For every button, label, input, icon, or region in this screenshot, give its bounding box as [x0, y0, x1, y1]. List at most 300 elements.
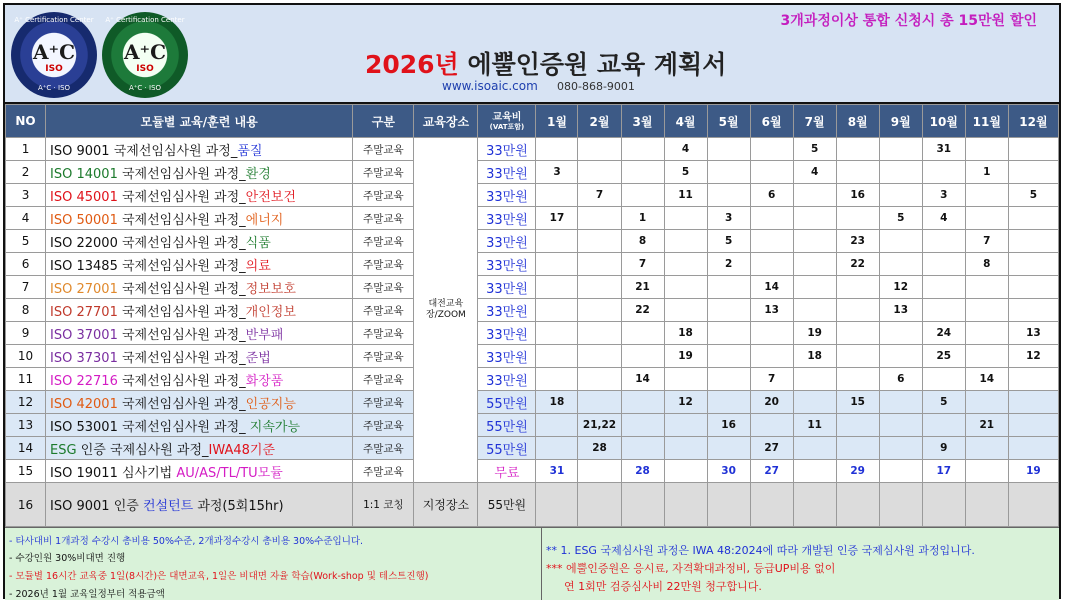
month-date-cell: [578, 276, 621, 299]
month-date-cell: [793, 253, 836, 276]
course-type: 주말교육: [353, 207, 414, 230]
course-title: ISO 9001 인증: [50, 499, 143, 514]
month-date-cell: [793, 207, 836, 230]
discount-promo: 3개과정이상 통합 신청시 총 15만원 할인: [780, 13, 1037, 29]
month-date-cell: [536, 230, 578, 253]
month-date-cell: [578, 299, 621, 322]
phone-number: 080-868-9001: [557, 80, 635, 93]
month-date-cell: 17: [922, 460, 965, 483]
month-date-cell: 7: [621, 253, 664, 276]
logo-mark: A⁺C: [33, 40, 75, 64]
month-date-cell: 13: [750, 299, 793, 322]
course-suffix: AU/AS/TL/TU모듈: [176, 465, 283, 481]
month-date-cell: [750, 230, 793, 253]
schedule-table: [5, 104, 1059, 527]
course-name: [46, 299, 353, 322]
course-standard: ISO 53001: [50, 419, 118, 435]
education-location: 지정장소: [414, 483, 478, 527]
month-date-cell: 24: [922, 322, 965, 345]
footer-note: - 모듈별 16시간 교육중 1일(8시간)은 대면교육, 1일은 비대면 자율 학습(Work-shop 및 테스트진행): [9, 571, 429, 582]
course-price: 55만원: [478, 437, 536, 460]
month-date-cell: 19: [664, 345, 707, 368]
row-no: 16: [6, 483, 46, 527]
month-date-cell: [879, 483, 922, 527]
month-date-cell: 25: [922, 345, 965, 368]
month-date-cell: 12: [1008, 345, 1058, 368]
month-date-cell: [965, 322, 1008, 345]
row-no: 3: [6, 184, 46, 207]
month-date-cell: [793, 391, 836, 414]
month-date-cell: [879, 414, 922, 437]
month-date-cell: 31: [922, 138, 965, 161]
month-date-cell: 4: [793, 161, 836, 184]
month-date-cell: 6: [750, 184, 793, 207]
col-fee-label: 교육비: [492, 111, 522, 123]
course-name: [46, 322, 353, 345]
month-date-cell: 5: [664, 161, 707, 184]
course-price: 33만원: [478, 207, 536, 230]
month-date-cell: [879, 322, 922, 345]
month-date-cell: 1: [621, 207, 664, 230]
month-date-cell: [836, 414, 879, 437]
col-course: 모듈별 교육/훈련 내용: [46, 105, 353, 138]
course-name: [46, 253, 353, 276]
table-row: [6, 276, 1059, 299]
title-year: 2026년: [365, 50, 459, 79]
month-date-cell: [707, 184, 750, 207]
footer-note: - 2026년 1월 교육일정부터 적용금액: [9, 589, 165, 600]
course-type: 주말교육: [353, 230, 414, 253]
course-price: 33만원: [478, 138, 536, 161]
month-date-cell: 5: [707, 230, 750, 253]
month-date-cell: [793, 460, 836, 483]
row-no: 10: [6, 345, 46, 368]
footer-note: - 수강인원 30%비대면 진행: [9, 553, 126, 564]
month-date-cell: [621, 437, 664, 460]
month-date-cell: [1008, 138, 1058, 161]
course-price: 33만원: [478, 368, 536, 391]
month-date-cell: 31: [536, 460, 578, 483]
certification-logo-blue: [11, 12, 97, 98]
row-no: 1: [6, 138, 46, 161]
month-date-cell: 9: [922, 437, 965, 460]
month-date-cell: [536, 184, 578, 207]
month-date-cell: 11: [793, 414, 836, 437]
row-no: 8: [6, 299, 46, 322]
col-month: 3월: [621, 105, 664, 138]
course-suffix: 반부패: [245, 327, 284, 343]
course-name: [46, 345, 353, 368]
course-type: 주말교육: [353, 138, 414, 161]
month-date-cell: [578, 368, 621, 391]
month-date-cell: [621, 414, 664, 437]
course-name: [46, 207, 353, 230]
table-row: [6, 161, 1059, 184]
col-gubun: 구분: [353, 105, 414, 138]
course-price: 55만원: [478, 391, 536, 414]
logo-ring-text: A⁺ Certification Center: [105, 16, 185, 24]
table-row: [6, 368, 1059, 391]
course-price: 33만원: [478, 276, 536, 299]
month-date-cell: 19: [1008, 460, 1058, 483]
course-type: 주말교육: [353, 161, 414, 184]
month-date-cell: [750, 161, 793, 184]
course-suffix: 환경: [245, 166, 271, 182]
course-price: 33만원: [478, 230, 536, 253]
course-suffix: 준법: [245, 350, 271, 366]
col-month: 10월: [922, 105, 965, 138]
course-standard: ISO 22000: [50, 235, 118, 251]
month-date-cell: [536, 299, 578, 322]
month-date-cell: [965, 483, 1008, 527]
course-title: 심사기법: [117, 465, 177, 481]
month-date-cell: [664, 368, 707, 391]
month-date-cell: [879, 184, 922, 207]
month-date-cell: 8: [965, 253, 1008, 276]
table-row: [6, 230, 1059, 253]
course-title: 국제선임심사원 과정_: [117, 212, 246, 228]
course-type: 주말교육: [353, 460, 414, 483]
month-date-cell: [707, 161, 750, 184]
month-date-cell: [536, 253, 578, 276]
month-date-cell: 18: [793, 345, 836, 368]
course-title: 인증 국제심사원 과정_: [76, 442, 209, 458]
month-date-cell: [578, 253, 621, 276]
month-date-cell: 12: [664, 391, 707, 414]
month-date-cell: 2: [707, 253, 750, 276]
course-suffix: 정보보호: [245, 281, 296, 297]
course-price: 33만원: [478, 299, 536, 322]
course-highlight: 컨설턴트: [142, 499, 194, 514]
month-date-cell: [922, 230, 965, 253]
col-place: 교육장소: [414, 105, 478, 138]
header-row: [6, 105, 1059, 138]
month-date-cell: 4: [922, 207, 965, 230]
table-row: [6, 460, 1059, 483]
course-standard: ISO 14001: [50, 166, 118, 182]
course-name: [46, 483, 353, 527]
month-date-cell: [664, 483, 707, 527]
col-month: 9월: [879, 105, 922, 138]
document-header: [5, 5, 1059, 104]
course-title: 국제선임심사원 과정_: [117, 327, 246, 343]
course-suffix: 품질: [237, 143, 263, 159]
month-date-cell: [750, 345, 793, 368]
month-date-cell: [536, 138, 578, 161]
month-date-cell: [836, 138, 879, 161]
month-date-cell: 16: [836, 184, 879, 207]
row-no: 15: [6, 460, 46, 483]
course-price: 33만원: [478, 184, 536, 207]
course-type: 주말교육: [353, 253, 414, 276]
course-type: 주말교육: [353, 391, 414, 414]
month-date-cell: [664, 230, 707, 253]
course-standard: ISO 13485: [50, 258, 118, 274]
course-suffix: 인공지능: [245, 396, 296, 412]
footer-note: *** 에뿔인증원은 응시료, 자격확대과정비, 등급UP비용 없이: [546, 562, 836, 575]
col-month: 7월: [793, 105, 836, 138]
page-title: [365, 45, 726, 81]
table-row: [6, 138, 1059, 161]
month-date-cell: [578, 483, 621, 527]
course-name: [46, 368, 353, 391]
month-date-cell: 13: [879, 299, 922, 322]
col-month: 5월: [707, 105, 750, 138]
course-type: 주말교육: [353, 368, 414, 391]
month-date-cell: [750, 207, 793, 230]
course-type: 주말교육: [353, 184, 414, 207]
course-standard: ISO 22716: [50, 373, 118, 389]
month-date-cell: [1008, 161, 1058, 184]
course-price: 55만원: [478, 414, 536, 437]
month-date-cell: 14: [621, 368, 664, 391]
month-date-cell: [793, 368, 836, 391]
month-date-cell: [1008, 368, 1058, 391]
month-date-cell: [707, 276, 750, 299]
course-name: [46, 276, 353, 299]
month-date-cell: 3: [922, 184, 965, 207]
month-date-cell: 5: [922, 391, 965, 414]
month-date-cell: 14: [750, 276, 793, 299]
course-standard: ISO 37001: [50, 327, 118, 343]
month-date-cell: [922, 276, 965, 299]
month-date-cell: [578, 230, 621, 253]
course-name: [46, 460, 353, 483]
month-date-cell: [879, 138, 922, 161]
course-title: 국제선임심사원 과정_: [117, 281, 246, 297]
course-title: 국제선임심사원 과정_: [117, 258, 246, 274]
month-date-cell: [750, 322, 793, 345]
month-date-cell: 22: [836, 253, 879, 276]
month-date-cell: 3: [707, 207, 750, 230]
month-date-cell: [536, 483, 578, 527]
row-no: 2: [6, 161, 46, 184]
month-date-cell: [836, 483, 879, 527]
footer-note: ** 1. ESG 국제심사원 과정은 IWA 48:2024에 따라 개발된 인증 국제심사원 과정입니다.: [546, 544, 975, 557]
course-name: [46, 230, 353, 253]
month-date-cell: [621, 138, 664, 161]
course-standard: ISO 42001: [50, 396, 118, 412]
month-date-cell: 18: [536, 391, 578, 414]
month-date-cell: 28: [578, 437, 621, 460]
row-no: 11: [6, 368, 46, 391]
col-fee-vat: (VAT포함): [489, 122, 525, 131]
plan-document: [3, 3, 1061, 599]
month-date-cell: [1008, 414, 1058, 437]
month-date-cell: [578, 138, 621, 161]
month-date-cell: [621, 184, 664, 207]
month-date-cell: [621, 391, 664, 414]
course-suffix: 개인정보: [245, 304, 296, 320]
month-date-cell: [965, 207, 1008, 230]
month-date-cell: [793, 276, 836, 299]
schedule-body: [6, 138, 1059, 527]
month-date-cell: [707, 322, 750, 345]
month-date-cell: 17: [536, 207, 578, 230]
month-date-cell: [836, 161, 879, 184]
month-date-cell: 27: [750, 437, 793, 460]
table-row: [6, 184, 1059, 207]
table-row: [6, 322, 1059, 345]
month-date-cell: [707, 437, 750, 460]
month-date-cell: [750, 483, 793, 527]
course-standard: ISO 19011: [50, 465, 118, 481]
month-date-cell: 16: [707, 414, 750, 437]
course-type: 1:1 코칭: [353, 483, 414, 527]
month-date-cell: 7: [750, 368, 793, 391]
month-date-cell: 14: [965, 368, 1008, 391]
month-date-cell: [922, 414, 965, 437]
col-month: 12월: [1008, 105, 1058, 138]
logo-ring-text-bottom: A⁺C · ISO: [37, 84, 71, 92]
month-date-cell: [922, 253, 965, 276]
month-date-cell: 7: [578, 184, 621, 207]
course-type: 주말교육: [353, 414, 414, 437]
month-date-cell: [793, 299, 836, 322]
month-date-cell: [879, 253, 922, 276]
course-price: 33만원: [478, 345, 536, 368]
month-date-cell: [536, 345, 578, 368]
table-row-consultant: [6, 483, 1059, 527]
course-name: [46, 138, 353, 161]
course-suffix: IWA48기준: [208, 442, 276, 458]
course-title: 국제선임심사원 과정_: [117, 235, 246, 251]
month-date-cell: [793, 184, 836, 207]
month-date-cell: [922, 483, 965, 527]
month-date-cell: [750, 138, 793, 161]
row-no: 4: [6, 207, 46, 230]
row-no: 13: [6, 414, 46, 437]
table-row: [6, 414, 1059, 437]
month-date-cell: 19: [793, 322, 836, 345]
month-date-cell: [836, 368, 879, 391]
month-date-cell: [578, 391, 621, 414]
course-title: 국제선임심사원 과정_: [117, 304, 246, 320]
footer-note: - 타사대비 1개과정 수강시 총비용 50%수준, 2개과정수강시 총비용 30%수준입니다.: [9, 536, 364, 547]
course-title: 국제선임심사원 과정_: [117, 419, 246, 435]
month-date-cell: [965, 138, 1008, 161]
col-no: NO: [6, 105, 46, 138]
month-date-cell: [536, 368, 578, 391]
month-date-cell: 13: [1008, 322, 1058, 345]
month-date-cell: [1008, 483, 1058, 527]
month-date-cell: [621, 161, 664, 184]
month-date-cell: [879, 345, 922, 368]
month-date-cell: [750, 414, 793, 437]
month-date-cell: [965, 460, 1008, 483]
month-date-cell: [965, 184, 1008, 207]
month-date-cell: 3: [536, 161, 578, 184]
month-date-cell: [879, 460, 922, 483]
month-date-cell: [1008, 391, 1058, 414]
footer-note: 연 1회만 검증심사비 22만원 청구합니다.: [564, 580, 762, 593]
month-date-cell: 12: [879, 276, 922, 299]
month-date-cell: [1008, 299, 1058, 322]
month-date-cell: [578, 460, 621, 483]
course-standard: ESG: [50, 442, 77, 458]
month-date-cell: [664, 460, 707, 483]
month-date-cell: [664, 299, 707, 322]
course-name: [46, 184, 353, 207]
month-date-cell: [707, 483, 750, 527]
course-name: [46, 391, 353, 414]
month-date-cell: 1: [965, 161, 1008, 184]
month-date-cell: [621, 345, 664, 368]
month-date-cell: [1008, 207, 1058, 230]
month-date-cell: [836, 299, 879, 322]
table-row: [6, 253, 1059, 276]
course-price: 33만원: [478, 322, 536, 345]
month-date-cell: [664, 253, 707, 276]
month-date-cell: 28: [621, 460, 664, 483]
month-date-cell: 20: [750, 391, 793, 414]
month-date-cell: [922, 161, 965, 184]
month-date-cell: 8: [621, 230, 664, 253]
course-title: 국제선임심사원 과정_: [117, 166, 246, 182]
month-date-cell: [707, 345, 750, 368]
col-fee: [478, 105, 536, 138]
course-standard: ISO 27701: [50, 304, 118, 320]
course-type: 주말교육: [353, 345, 414, 368]
month-date-cell: [879, 391, 922, 414]
month-date-cell: [922, 368, 965, 391]
month-date-cell: [578, 207, 621, 230]
course-title: 국제선임심사원 과정_: [117, 350, 246, 366]
logo-mark: A⁺C: [124, 40, 166, 64]
month-date-cell: [707, 368, 750, 391]
course-type: 주말교육: [353, 437, 414, 460]
course-standard: ISO 50001: [50, 212, 118, 228]
table-row: [6, 391, 1059, 414]
month-date-cell: [965, 437, 1008, 460]
month-date-cell: 22: [621, 299, 664, 322]
month-date-cell: 21: [965, 414, 1008, 437]
month-date-cell: [707, 391, 750, 414]
education-location: 대전교육장/ZOOM: [414, 138, 478, 483]
month-date-cell: [879, 161, 922, 184]
website-link[interactable]: www.isoaic.com: [442, 79, 538, 93]
course-type: 주말교육: [353, 276, 414, 299]
course-name: [46, 437, 353, 460]
month-date-cell: [536, 276, 578, 299]
month-date-cell: [1008, 253, 1058, 276]
col-month: 4월: [664, 105, 707, 138]
logo-ring-text: A⁺ Certification Center: [14, 16, 94, 24]
course-price: 55만원: [478, 483, 536, 527]
title-rest: 에뿔인증원 교육 계획서: [458, 50, 727, 79]
month-date-cell: 5: [879, 207, 922, 230]
course-title-end: 과정(5회15hr): [193, 499, 284, 514]
month-date-cell: 11: [664, 184, 707, 207]
col-month: 2월: [578, 105, 621, 138]
month-date-cell: [965, 345, 1008, 368]
footer-notes-left: [5, 527, 542, 600]
table-row: [6, 299, 1059, 322]
month-date-cell: [536, 414, 578, 437]
month-date-cell: 7: [965, 230, 1008, 253]
course-suffix: 에너지: [245, 212, 284, 228]
month-date-cell: [1008, 230, 1058, 253]
logo-sub: ISO: [45, 64, 63, 74]
course-price: 33만원: [478, 161, 536, 184]
month-date-cell: [750, 253, 793, 276]
month-date-cell: [836, 207, 879, 230]
month-date-cell: [922, 299, 965, 322]
month-date-cell: [621, 483, 664, 527]
course-title: 국제선임심사원 과정_: [117, 396, 246, 412]
month-date-cell: [578, 161, 621, 184]
course-title: 국제선임심사원 과정_: [117, 189, 246, 205]
